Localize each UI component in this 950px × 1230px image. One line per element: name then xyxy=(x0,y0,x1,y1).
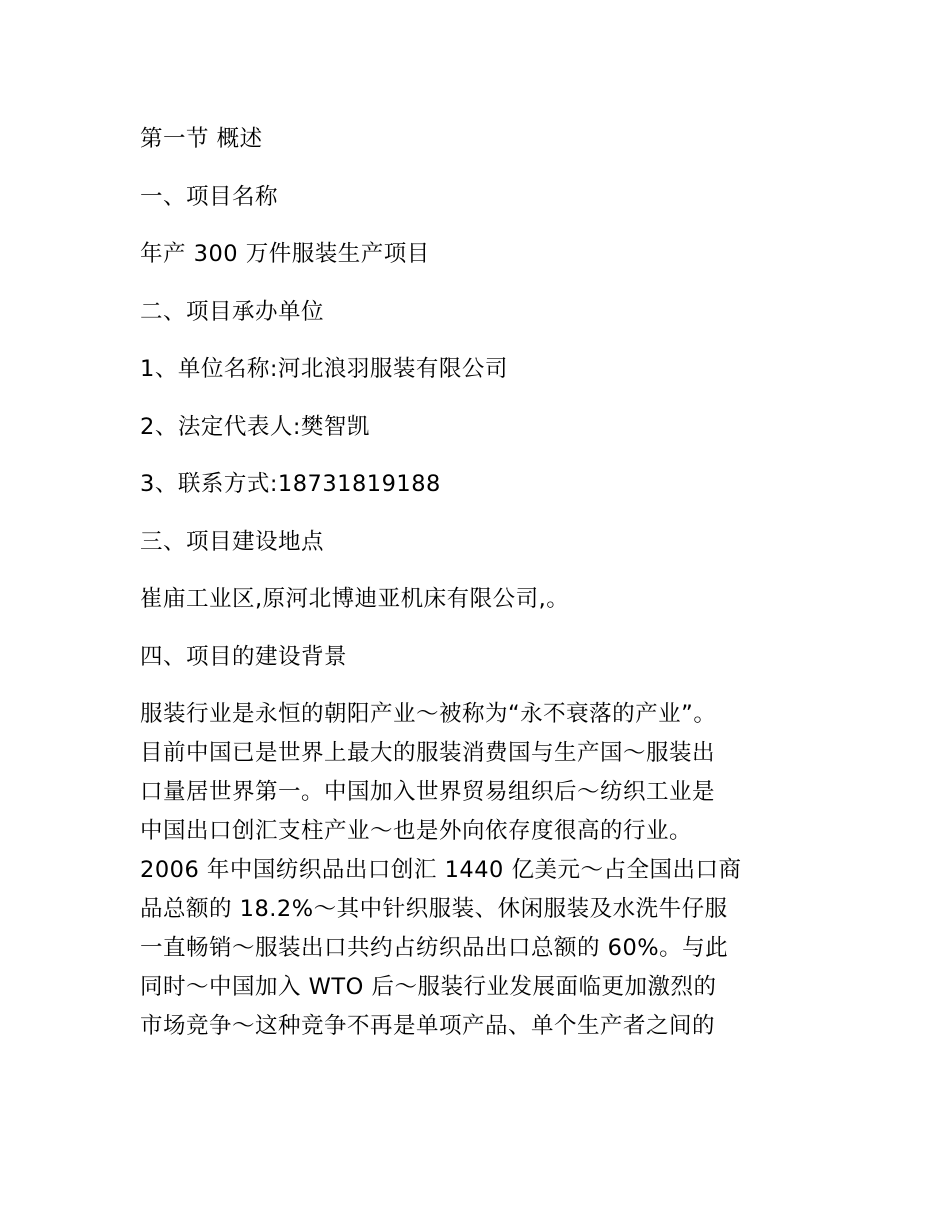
document-body xyxy=(140,120,820,1046)
paragraph-line: 同时～中国加入 WTO 后～服装行业发展面临更加激烈的 xyxy=(140,974,717,1000)
paragraph-line: 中国出口创汇支柱产业～也是外向依存度很高的行业。 xyxy=(140,818,693,844)
paragraph-line: 2006 年中国纺织品出口创汇 1440 亿美元～占全国出口商 xyxy=(140,857,742,883)
legal-representative-text: 2、法定代表人:樊智凯 xyxy=(140,413,370,440)
subsection-heading-project-name: 一、项目名称 xyxy=(140,183,279,210)
subsection-heading-organizer: 二、项目承办单位 xyxy=(140,298,325,325)
paragraph-line: 一直畅销～服装出口共约占纺织品出口总额的 60%。与此 xyxy=(140,935,729,961)
paragraph-line: 目前中国已是世界上最大的服装消费国与生产国～服装出 xyxy=(140,740,716,766)
project-name-text: 年产 300 万件服装生产项目 xyxy=(140,241,430,267)
location-text: 崔庙工业区,原河北博迪亚机床有限公司,。 xyxy=(140,586,570,612)
subsection-heading-location: 三、项目建设地点 xyxy=(140,528,325,555)
organizer-name-text: 1、单位名称:河北浪羽服装有限公司 xyxy=(140,356,508,382)
subsection-heading-background: 四、项目的建设背景 xyxy=(140,643,348,670)
background-paragraph xyxy=(140,695,820,1046)
paragraph-line: 品总额的 18.2%～其中针织服装、休闲服装及水洗牛仔服 xyxy=(140,896,728,922)
paragraph-line: 市场竞争～这种竞争不再是单项产品、单个生产者之间的 xyxy=(140,1013,716,1039)
paragraph-line: 口量居世界第一。中国加入世界贸易组织后～纺织工业是 xyxy=(140,779,716,805)
contact-info-text: 3、联系方式:18731819188 xyxy=(140,471,441,497)
section-heading: 第一节 概述 xyxy=(140,126,263,152)
paragraph-line: 服装行业是永恒的朝阳产业～被称为“永不衰落的产业”。 xyxy=(140,701,717,727)
